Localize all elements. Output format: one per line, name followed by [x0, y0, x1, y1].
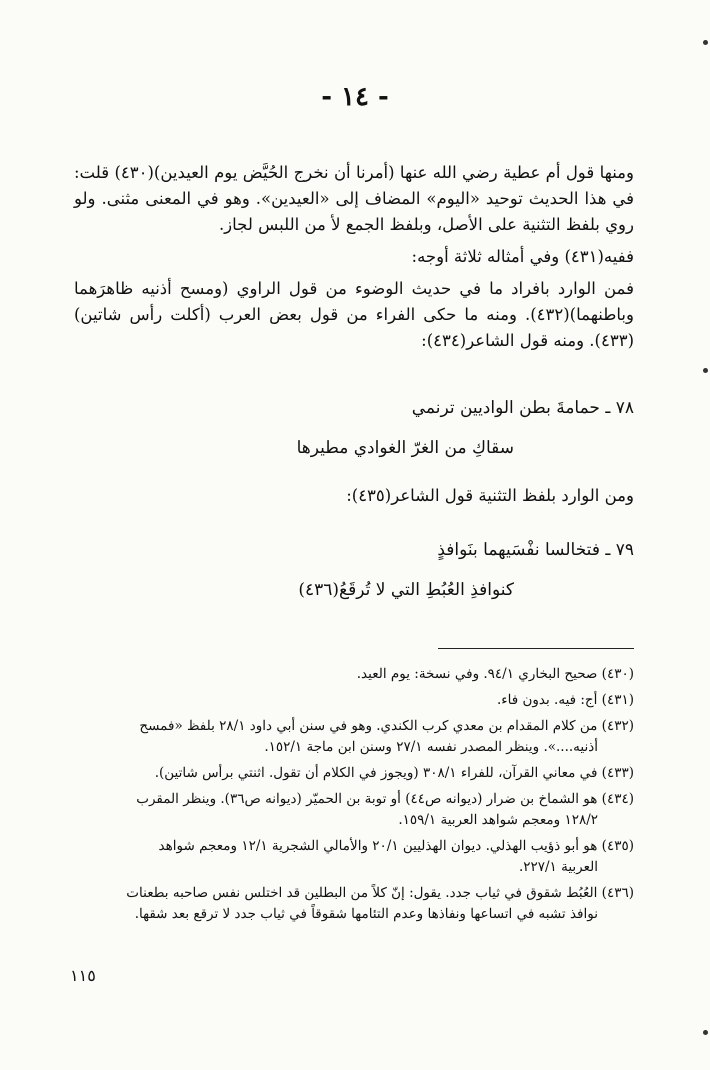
paragraph-3: فمن الوارد بافراد ما في حديث الوضوء من قول الراوي (ومسح أذنيه ظاهرَهما وباطنهما)(٤٣٢). ومنه ما حكى الفراء من قول بعض العرب (أكلت رأس شاتين)(٤٣٣). ومنه قول الشاعر(٤٣٤):	[74, 279, 634, 350]
verse-79	[74, 540, 634, 600]
footnote-432	[74, 716, 634, 758]
footnote-text: (٤٣٥) هو أبو ذؤيب الهذلي. ديوان الهذليين ٢٠/١ والأمالي الشجرية ١٢/١ ومعجم شواهد	[158, 838, 634, 854]
footnote-continuation: العربية ٢٢٧/١.	[518, 859, 598, 875]
footnote-text: (٤٣٠) صحيح البخاري ٩٤/١. وفي نسخة: يوم العيد.	[356, 666, 634, 682]
paragraph-2: ففيه(٤٣١) وفي أمثاله ثلاثة أوجه:	[411, 247, 634, 266]
verse-78-hemistich-2: سقاكِ من الغرّ الغوادي مطيرها	[296, 438, 514, 458]
verse-78	[74, 398, 634, 458]
scan-speck	[703, 1030, 708, 1035]
footnote-text: (٤٣٦) العُبُط شقوق في ثياب جدد. يقول: إنّ كلاً من البطلين قد اختلس نفس صاحبه بطعنات	[126, 885, 634, 901]
footnote-431	[74, 690, 634, 711]
footnote-continuation: أذنيه....». وينظر المصدر نفسه ٢٧/١ وسنن ابن ماجة ١٥٢/١.	[264, 739, 598, 755]
page-footer-number: ١١٥	[70, 966, 96, 985]
footnote-430	[74, 664, 634, 685]
footnote-text: (٤٣٣) في معاني القرآن، للفراء ٣٠٨/١ (ويجوز في الكلام أن تقول. اثنتي برأس شاتين).	[154, 765, 634, 781]
footnote-433	[74, 763, 634, 784]
footnote-continuation: ١٢٨/٢ ومعجم شواهد العربية ١٥٩/١.	[398, 812, 598, 828]
verse-79-hemistich-2: كنوافذِ العُبُطِ التي لا تُرقَعُ(٤٣٦)	[298, 580, 514, 600]
footnote-text: (٤٣٤) هو الشماخ بن ضرار (ديوانه ص٤٤) أو توبة بن الحميّر (ديوانه ص٣٦). وينظر المقرب	[136, 791, 634, 807]
footnote-continuation: نوافذ تشبه في اتساعها ونفاذها وعدم التئامها شقوقاً في ثياب جدد لا ترقع بعد شقها.	[134, 906, 598, 922]
main-text	[74, 160, 634, 360]
scan-speck	[703, 368, 708, 373]
page-header-number: - ١٤ -	[321, 82, 389, 112]
paragraph-1: ومنها قول أم عطية رضي الله عنها (أمرنا أن نخرج الحُيَّض يوم العيدين)(٤٣٠) قلت: في هذا الحديث توحيد «اليوم» المضاف إلى «العيدين». وهو في المعنى مثنى. ولو روي بلفظ التثنية على الأصل، وبلفظ الجمع لأ من اللبس لجاز.	[74, 163, 634, 234]
footnote-text: (٤٣٢) من كلام المقدام بن معدي كرب الكندي. وهو في سنن أبي داود ٢٨/١ بلفظ «فمسح	[139, 718, 634, 734]
verse-79-intro: ومن الوارد بلفظ التثنية قول الشاعر(٤٣٥):	[346, 486, 634, 505]
footnote-text: (٤٣١) أج: فيه. بدون فاء.	[496, 692, 634, 708]
footnote-434	[74, 789, 634, 831]
footnotes	[74, 664, 634, 930]
footnote-divider	[438, 648, 634, 649]
footnote-435	[74, 836, 634, 878]
scan-speck	[703, 40, 708, 45]
footnote-436	[74, 883, 634, 925]
verse-78-hemistich-1: ٧٨ ـ حمامةَ بطن الواديين ترنمي	[411, 398, 634, 418]
verse-79-hemistich-1: ٧٩ ـ فتخالسا نفْسَيهما بنَوافذٍ	[437, 540, 634, 560]
